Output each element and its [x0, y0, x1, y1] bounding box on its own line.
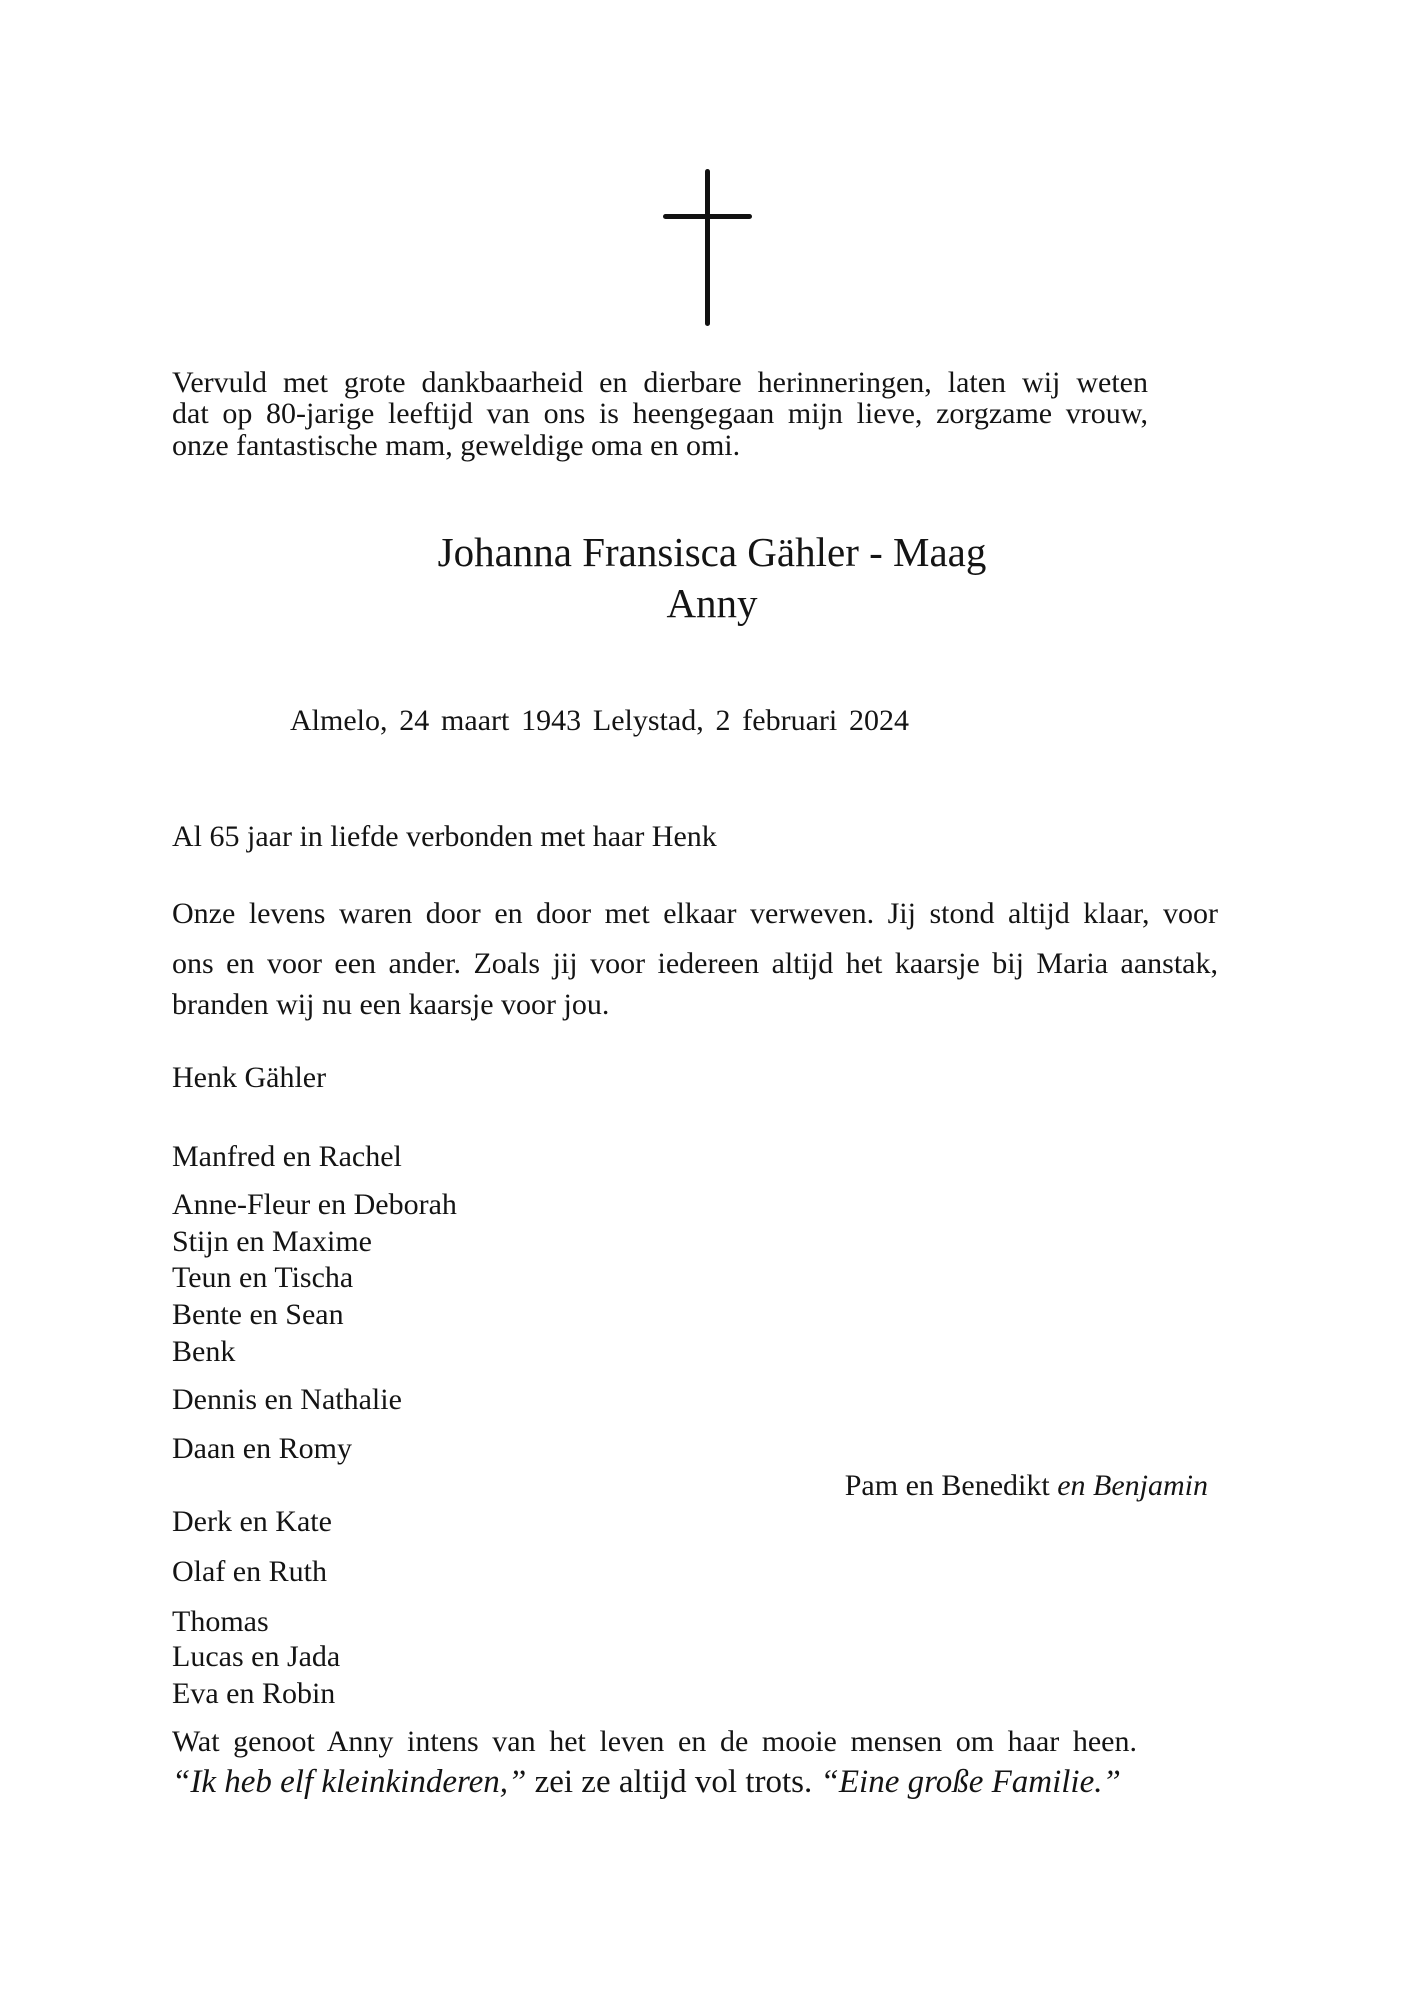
quote-kleinkinderen: “Ik heb elf kleinkinderen,”	[172, 1764, 527, 1800]
grandchild: Eva en Robin	[172, 1677, 336, 1710]
cross-horizontal-bar	[663, 214, 752, 219]
deceased-full-name: Johanna Fransisca Gähler - Maag	[437, 529, 987, 575]
closing-quote	[172, 1764, 1121, 1800]
family-member: Manfred en Rachel	[172, 1140, 402, 1173]
grandchild: Benk	[172, 1335, 236, 1368]
grandchild: Bente en Sean	[172, 1298, 344, 1331]
closing-line: Wat genoot Anny intens van het leven en de mooie mensen om haar heen.	[172, 1725, 1137, 1758]
family-member: Derk en Kate	[172, 1505, 332, 1538]
deceased-nickname: Anny	[666, 580, 758, 626]
birth-death-dates: Almelo, 24 maart 1943 Lelystad, 2 februari 2024	[290, 704, 909, 737]
family-member: Olaf en Ruth	[172, 1555, 327, 1588]
grandchild: Stijn en Maxime	[172, 1225, 372, 1258]
husband-name: Henk Gähler	[172, 1061, 327, 1094]
intro-line: Vervuld met grote dankbaarheid en dierbare herinneringen, laten wij weten	[172, 366, 1148, 399]
grandchild: Thomas	[172, 1605, 269, 1638]
quote-middle: zei ze altijd vol trots.	[526, 1764, 821, 1800]
family-member: Dennis en Nathalie	[172, 1383, 402, 1416]
tribute-line: branden wij nu een kaarsje voor jou.	[172, 988, 610, 1021]
great-grandchild: en Benjamin	[1057, 1469, 1208, 1502]
intro-line: onze fantastische mam, geweldige oma en omi.	[172, 429, 741, 462]
marriage-line: Al 65 jaar in liefde verbonden met haar Henk	[172, 820, 717, 853]
grandchild: Anne-Fleur en Deborah	[172, 1188, 457, 1221]
tribute-line: ons en voor een ander. Zoals jij voor iedereen altijd het kaarsje bij Maria aanstak,	[172, 947, 1218, 980]
intro-line: dat op 80-jarige leeftijd van ons is heengegaan mijn lieve, zorgzame vrouw,	[172, 397, 1148, 430]
grandchild: Teun en Tischa	[172, 1261, 354, 1294]
quote-familie: “Eine große Familie.”	[820, 1764, 1121, 1800]
grandchild-names: Pam en Benedikt	[844, 1469, 1050, 1502]
family-member: Daan en Romy	[172, 1432, 352, 1465]
tribute-line: Onze levens waren door en door met elkaar verweven. Jij stond altijd klaar, voor	[172, 897, 1218, 930]
grandchild-with-family	[845, 1471, 1208, 1501]
grandchild: Lucas en Jada	[172, 1640, 341, 1673]
cross-vertical-bar	[705, 169, 710, 326]
